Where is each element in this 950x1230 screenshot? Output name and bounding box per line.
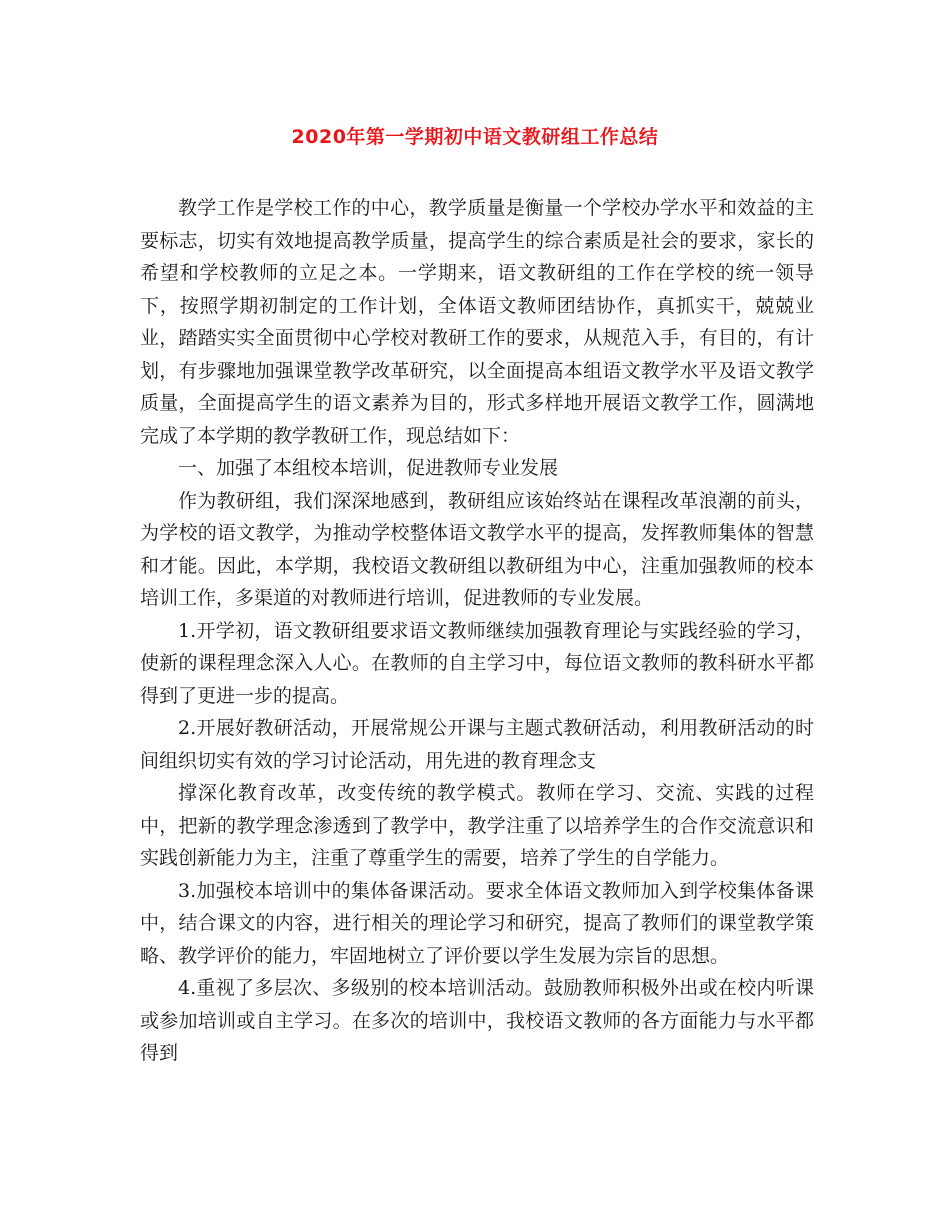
list-item: 4.重视了多层次、多级别的校本培训活动。鼓励教师积极外出或在校内听课或参加培训或自主学习。在多次的培训中，我校语文教师的各方面能力与水平都得到 [140,977,814,1064]
paragraph: 教学工作是学校工作的中心，教学质量是衡量一个学校办学水平和效益的主要标志，切实有效地提高教学质量，提高学生的综合素质是社会的要求，家长的希望和学校教师的立足之本。一学期来，语文教研组的工作在学校的统一领导下，按照学期初制定的工作计划，全体语文教师团结协作，真抓实干，兢兢业业，踏踏实实全面贯彻中心学校对教研工作的要求，从规范入手，有目的，有计划，有步骤地加强课堂教学改革研究，以全面提高本组语文教学水平及语文教学质量，全面提高学生的语文素养为目的，形式多样地开展语文教学工作，圆满地完成了本学期的教学教研工作，现总结如下： [140,197,814,447]
paragraph: 作为教研组，我们深深地感到，教研组应该始终站在课程改革浪潮的前头，为学校的语文教学，为推动学校整体语文教学水平的提高，发挥教师集体的智慧和才能。因此，本学期，我校语文教研组以教研组为中心，注重加强教师的校本培训工作，多渠道的对教师进行培训，促进教师的专业发展。 [140,489,814,609]
document-title: 2020年第一学期初中语文教研组工作总结 [291,126,659,148]
paragraph: 撑深化教育改革，改变传统的教学模式。教师在学习、交流、实践的过程中，把新的教学理念渗透到了教学中，教学注重了以培养学生的合作交流意识和实践创新能力为主，注重了尊重学生的需要，培养了学生的自学能力。 [140,782,814,869]
section-heading: 一、加强了本组校本培训，促进教师专业发展 [178,457,559,479]
list-item: 2.开展好教研活动，开展常规公开课与主题式教研活动，利用教研活动的时间组织切实有效的学习讨论活动，用先进的教育理念支 [140,717,814,772]
document-body [140,192,814,1070]
list-item: 1.开学初，语文教研组要求语文教师继续加强教育理论与实践经验的学习，使新的课程理念深入人心。在教师的自主学习中，每位语文教师的教科研水平都得到了更进一步的提高。 [140,619,814,707]
list-item: 3.加强校本培训中的集体备课活动。要求全体语文教师加入到学校集体备课中，结合课文的内容，进行相关的理论学习和研究，提高了教师们的课堂教学策略、教学评价的能力，牢固地树立了评价要以学生发展为宗旨的思想。 [140,879,814,967]
